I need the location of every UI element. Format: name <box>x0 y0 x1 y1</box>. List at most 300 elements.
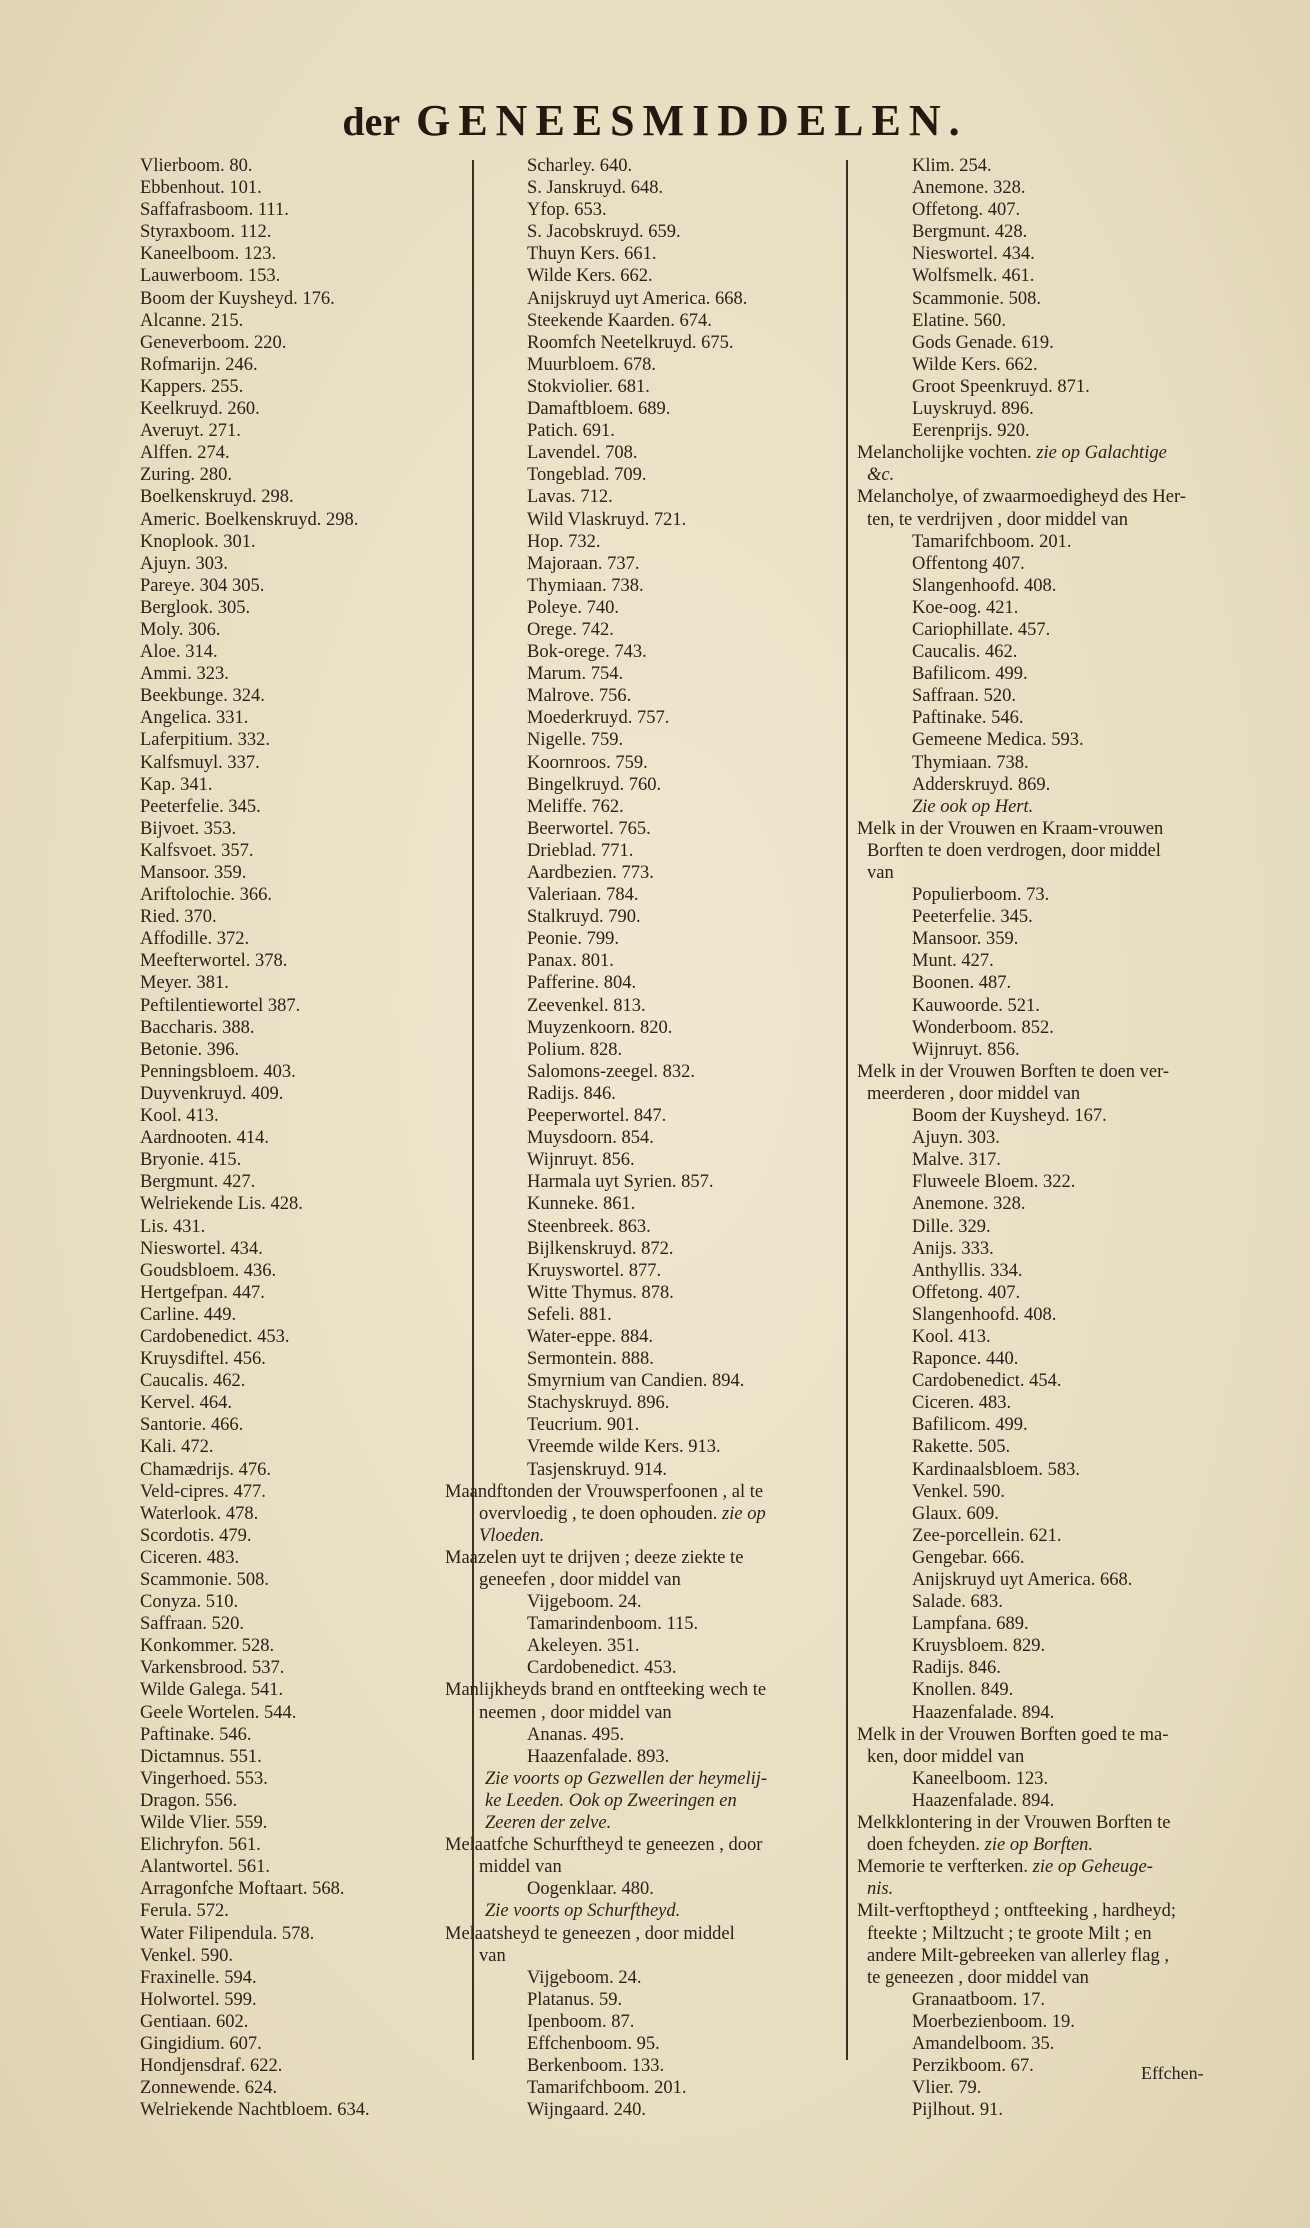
index-entry <box>857 1061 1232 1083</box>
index-entry-text: Ajuyn. 303. <box>912 1128 1000 1149</box>
index-entry <box>140 1613 445 1635</box>
index-entry-text: Nieswortel. 434. <box>912 244 1035 265</box>
index-entry-text: Maandftonden der Vrouwsperfoonen , al te <box>445 1481 764 1502</box>
index-entry <box>445 1238 857 1260</box>
index-entry <box>140 1260 445 1282</box>
index-entry-text: Bijvoet. 353. <box>140 818 237 839</box>
index-entry <box>857 597 1232 619</box>
index-entry-text: Platanus. 59. <box>527 1989 623 2010</box>
index-entry <box>140 1039 445 1061</box>
index-entry <box>445 486 857 508</box>
index-entry-text: van <box>867 863 894 883</box>
index-entry <box>445 840 857 862</box>
index-entry-text: Ipenboom. 87. <box>527 2011 635 2032</box>
index-entry-text: Teucrium. 901. <box>527 1415 640 1436</box>
index-entry <box>445 1149 857 1171</box>
index-entry <box>140 243 445 265</box>
index-entry <box>857 1326 1232 1348</box>
index-entry <box>857 641 1232 663</box>
index-entry-text: doen fcheyden. <box>867 1835 981 1856</box>
index-entry-text: Dragon. 556. <box>140 1790 238 1811</box>
index-entry <box>140 1856 445 1878</box>
index-entry-text: Melk in der Vrouwen Borften goed te ma- <box>857 1724 1169 1745</box>
index-entry <box>140 1282 445 1304</box>
index-entry-text: Milt-verftoptheyd ; ontfteeking , hardheyd; <box>857 1901 1177 1922</box>
index-entry <box>857 2011 1232 2033</box>
index-entry <box>857 1149 1232 1171</box>
index-entry <box>140 950 445 972</box>
index-entry <box>857 1414 1232 1436</box>
index-entry-text: Zie voorts op Schurftheyd. <box>485 1901 681 1922</box>
index-entry-text: Alantwortel. 561. <box>140 1857 270 1878</box>
index-entry <box>140 1790 445 1812</box>
index-entry <box>445 442 857 464</box>
index-entry <box>445 995 857 1017</box>
index-entry-text: Veld-cipres. 477. <box>140 1481 266 1502</box>
index-entry <box>857 906 1232 928</box>
index-entry-text: Scordotis. 479. <box>140 1525 252 1546</box>
index-column-3 <box>857 155 1232 2121</box>
cross-reference: zie op Geheuge- <box>1028 1857 1153 1878</box>
index-entry <box>445 288 857 310</box>
index-entry <box>857 442 1232 464</box>
index-entry-text: Sermontein. 888. <box>527 1349 654 1370</box>
index-entry-text: Radijs. 846. <box>527 1083 616 1104</box>
index-entry <box>857 1039 1232 1061</box>
index-entry-text: Beerwortel. 765. <box>527 818 651 839</box>
index-entry <box>857 199 1232 221</box>
index-entry-text: Vreemde wilde Kers. 913. <box>527 1437 721 1458</box>
index-entry <box>445 531 857 553</box>
index-entry <box>857 2099 1232 2121</box>
index-entry <box>445 155 857 177</box>
index-entry <box>857 243 1232 265</box>
index-entry-text: Bingelkruyd. 760. <box>527 774 662 795</box>
index-entry-text: Peeperwortel. 847. <box>527 1106 667 1127</box>
index-entry-text: Dille. 329. <box>912 1216 991 1237</box>
index-entry-text: Water-eppe. 884. <box>527 1326 654 1347</box>
index-entry <box>445 1459 857 1481</box>
index-entry-text: Affodille. 372. <box>140 929 250 950</box>
index-entry <box>140 685 445 707</box>
index-entry <box>140 2099 445 2121</box>
index-entry <box>857 265 1232 287</box>
index-entry <box>857 1967 1232 1989</box>
index-entry <box>140 1547 445 1569</box>
index-entry-text: Hondjensdraf. 622. <box>140 2056 283 2077</box>
index-entry <box>445 928 857 950</box>
index-column-1 <box>140 155 445 2121</box>
index-entry-text: Koe-oog. 421. <box>912 597 1019 618</box>
index-entry-text: Wilde Galega. 541. <box>140 1680 284 1701</box>
index-entry-text: Tamarifchboom. 201. <box>527 2078 687 2099</box>
index-entry-text: Kruysdiftel. 456. <box>140 1349 266 1370</box>
index-entry-text: Peonie. 799. <box>527 929 619 950</box>
index-entry <box>445 464 857 486</box>
index-entry <box>445 332 857 354</box>
index-entry <box>140 1679 445 1701</box>
index-entry <box>140 663 445 685</box>
index-entry <box>445 1657 857 1679</box>
index-entry-text: andere Milt-gebreeken van allerley flag , <box>867 1945 1170 1966</box>
index-entry <box>857 707 1232 729</box>
index-entry-text: Perzikboom. 67. <box>912 2056 1034 2077</box>
index-entry <box>445 619 857 641</box>
index-entry-text: Zonnewende. 624. <box>140 2078 278 2099</box>
index-entry-text: middel van <box>479 1857 562 1878</box>
index-entry-text: Stachyskruyd. 896. <box>527 1393 670 1414</box>
index-entry-text: Malve. 317. <box>912 1150 1001 1171</box>
index-entry-text: neemen , door middel van <box>479 1702 672 1723</box>
index-entry <box>140 995 445 1017</box>
index-entry <box>140 1834 445 1856</box>
index-entry-text: meerderen , door middel van <box>867 1083 1081 1104</box>
index-entry-text: S. Jacobskruyd. 659. <box>527 222 681 243</box>
index-entry-text: Varkensbrood. 537. <box>140 1658 285 1679</box>
index-entry-text: Raponce. 440. <box>912 1349 1019 1370</box>
index-entry-text: Anijskruyd uyt America. 668. <box>912 1570 1133 1590</box>
index-entry <box>445 1569 857 1591</box>
index-entry <box>140 1746 445 1768</box>
index-entry-text: Geele Wortelen. 544. <box>140 1702 297 1723</box>
index-entry <box>857 221 1232 243</box>
index-entry <box>857 1193 1232 1215</box>
index-entry-text: Valeriaan. 784. <box>527 885 639 906</box>
index-entry <box>445 1746 857 1768</box>
index-entry <box>445 707 857 729</box>
index-entry <box>140 177 445 199</box>
index-entry <box>445 1282 857 1304</box>
index-entry-text: Holwortel. 599. <box>140 1989 257 2010</box>
index-entry <box>857 663 1232 685</box>
index-entry-text: Melkklontering in der Vrouwen Borften te <box>857 1813 1171 1834</box>
index-entry <box>857 1900 1232 1922</box>
index-entry <box>445 729 857 751</box>
index-entry-text: Steenbreek. 863. <box>527 1216 651 1237</box>
index-entry-text: Melaatsheyd te geneezen , door middel <box>445 1923 735 1944</box>
index-entry-text: Angelica. 331. <box>140 708 249 729</box>
index-entry-text: Aardbezien. 773. <box>527 863 654 883</box>
index-entry <box>857 1282 1232 1304</box>
index-entry-text: Boonen. 487. <box>912 973 1012 994</box>
index-entry-text: Majoraan. 737. <box>527 553 640 574</box>
index-entry <box>140 1216 445 1238</box>
index-entry <box>140 1459 445 1481</box>
index-entry <box>140 729 445 751</box>
index-entry-text: Gentiaan. 602. <box>140 2011 249 2032</box>
index-entry-text: Peeterfelie. 345. <box>912 907 1033 928</box>
index-entry-text: nis. <box>867 1879 894 1900</box>
index-entry <box>857 1238 1232 1260</box>
index-entry-text: Styraxboom. 112. <box>140 222 272 243</box>
index-entry-text: Zee-porcellein. 621. <box>912 1525 1062 1546</box>
index-entry <box>140 1724 445 1746</box>
index-entry <box>857 1878 1232 1900</box>
index-entry <box>140 1348 445 1370</box>
index-entry <box>445 1171 857 1193</box>
index-entry-text: Rakette. 505. <box>912 1437 1011 1458</box>
index-entry <box>140 486 445 508</box>
index-entry-text: Akeleyen. 351. <box>527 1636 640 1657</box>
index-entry <box>140 1326 445 1348</box>
index-entry-text: Gemeene Medica. 593. <box>912 730 1084 751</box>
index-entry-text: Thymiaan. 738. <box>527 575 644 596</box>
index-entry-text: Poleye. 740. <box>527 597 619 618</box>
index-entry-text: Harmala uyt Syrien. 857. <box>527 1172 714 1193</box>
index-entry-text: Panax. 801. <box>527 951 614 972</box>
index-entry <box>140 1149 445 1171</box>
index-entry <box>857 310 1232 332</box>
index-entry-text: Boom der Kuysheyd. 176. <box>140 288 335 309</box>
index-entry <box>445 1768 857 1790</box>
index-entry <box>445 1392 857 1414</box>
index-entry <box>857 1481 1232 1503</box>
index-entry-text: Penningsbloem. 403. <box>140 1061 296 1082</box>
index-entry-text: Thuyn Kers. 661. <box>527 244 657 265</box>
index-entry-text: Slangenhoofd. 408. <box>912 1304 1057 1325</box>
index-entry <box>140 1193 445 1215</box>
index-entry-text: Tamarindenboom. 115. <box>527 1614 699 1635</box>
index-entry <box>445 818 857 840</box>
index-entry-text: Wilde Vlier. 559. <box>140 1813 268 1834</box>
index-entry <box>445 1525 857 1547</box>
index-entry <box>445 1326 857 1348</box>
index-entry-text: Kali. 472. <box>140 1437 214 1458</box>
index-entry-text: Kunneke. 861. <box>527 1194 636 1215</box>
index-entry <box>445 1216 857 1238</box>
index-entry <box>857 1834 1232 1856</box>
index-entry <box>140 265 445 287</box>
index-entry-text: Anijskruyd uyt America. 668. <box>527 288 748 309</box>
index-entry <box>140 1127 445 1149</box>
index-entry <box>140 1503 445 1525</box>
index-entry-text: Zie voorts op Gezwellen der heymelij- <box>485 1768 768 1789</box>
index-entry <box>857 818 1232 840</box>
index-entry-text: Waterlook. 478. <box>140 1503 259 1524</box>
index-entry <box>445 884 857 906</box>
index-entry-text: Glaux. 609. <box>912 1503 999 1524</box>
index-entry <box>857 575 1232 597</box>
index-entry <box>140 774 445 796</box>
index-entry <box>857 1856 1232 1878</box>
index-entry-text: Welriekende Lis. 428. <box>140 1194 303 1215</box>
index-entry <box>857 1436 1232 1458</box>
index-entry-text: Berglook. 305. <box>140 597 251 618</box>
index-entry <box>445 950 857 972</box>
index-entry-text: Populierboom. 73. <box>912 885 1050 906</box>
index-entry <box>857 1260 1232 1282</box>
index-entry-text: Berkenboom. 133. <box>527 2056 665 2077</box>
index-entry-text: Ferula. 572. <box>140 1901 229 1922</box>
index-entry-text: Klim. 254. <box>912 156 992 176</box>
index-entry-text: Melaatfche Schurftheyd te geneezen , door <box>445 1835 763 1856</box>
index-entry <box>857 155 1232 177</box>
index-entry <box>857 1989 1232 2011</box>
index-entry-text: Anemone. 328. <box>912 1194 1026 1215</box>
index-entry <box>140 155 445 177</box>
index-entry <box>445 1989 857 2011</box>
index-entry <box>445 1481 857 1503</box>
index-entry-text: &c. <box>867 465 895 486</box>
index-entry-text: Stalkruyd. 790. <box>527 907 641 928</box>
index-entry <box>445 376 857 398</box>
index-entry <box>140 221 445 243</box>
index-entry-text: Aloe. 314. <box>140 642 218 663</box>
title-prefix: der <box>342 99 401 144</box>
index-entry-text: Kalfsmuyl. 337. <box>140 752 260 773</box>
index-entry <box>140 906 445 928</box>
index-entry <box>857 354 1232 376</box>
index-entry <box>140 818 445 840</box>
index-entry-text: Smyrnium van Candien. 894. <box>527 1371 745 1392</box>
index-entry-text: Wijnruyt. 856. <box>912 1039 1020 1060</box>
index-entry <box>445 509 857 531</box>
index-entry-text: Thymiaan. 738. <box>912 752 1029 773</box>
index-entry-text: Munt. 427. <box>912 951 994 972</box>
index-entry-text: Americ. Boelkenskruyd. 298. <box>140 509 359 530</box>
index-entry <box>140 1436 445 1458</box>
index-entry <box>140 1635 445 1657</box>
index-entry-text: Elichryfon. 561. <box>140 1835 261 1856</box>
index-entry-text: Betonie. 396. <box>140 1039 240 1060</box>
index-entry <box>140 1945 445 1967</box>
index-entry <box>140 1591 445 1613</box>
index-entry-text: Wild Vlaskruyd. 721. <box>527 509 687 530</box>
index-entry-text: Yfop. 653. <box>527 200 607 221</box>
index-entry <box>445 1635 857 1657</box>
index-entry <box>445 1945 857 1967</box>
index-entry-text: Santorie. 466. <box>140 1415 244 1436</box>
index-entry <box>445 354 857 376</box>
index-entry <box>857 928 1232 950</box>
index-entry-text: Ried. 370. <box>140 907 217 928</box>
index-entry <box>445 2077 857 2099</box>
index-entry-text: Paftinake. 546. <box>912 708 1024 729</box>
index-entry <box>857 1945 1232 1967</box>
index-entry-text: Cariophillate. 457. <box>912 619 1051 640</box>
index-entry <box>857 685 1232 707</box>
index-entry-text: Radijs. 846. <box>912 1658 1001 1679</box>
index-entry-text: Scharley. 640. <box>527 156 633 176</box>
index-entry-text: Kardinaalsbloem. 583. <box>912 1459 1080 1480</box>
index-entry-text: Cardobenedict. 454. <box>912 1371 1062 1392</box>
index-entry <box>445 597 857 619</box>
index-entry-text: Kruyswortel. 877. <box>527 1260 662 1281</box>
index-entry <box>445 2099 857 2121</box>
index-entry-text: Kauwoorde. 521. <box>912 995 1040 1016</box>
index-entry <box>140 1878 445 1900</box>
index-entry-text: overvloedig , te doen ophouden. <box>479 1503 718 1524</box>
index-entry-text: Alffen. 274. <box>140 443 230 464</box>
index-entry-text: Orege. 742. <box>527 619 614 640</box>
index-entry-text: Saffafrasboom. 111. <box>140 200 289 221</box>
index-entry-text: Melancholye, of zwaarmoedigheyd des Her- <box>857 487 1186 508</box>
index-entry <box>857 1768 1232 1790</box>
index-entry <box>857 420 1232 442</box>
index-entry-text: Ciceren. 483. <box>140 1547 240 1568</box>
index-entry <box>445 1856 857 1878</box>
index-entry-text: Groot Speenkruyd. 871. <box>912 376 1090 397</box>
index-entry-text: Chamædrijs. 476. <box>140 1459 272 1480</box>
index-entry-text: Bergmunt. 427. <box>140 1172 256 1193</box>
index-entry <box>445 2033 857 2055</box>
index-entry-text: Carline. 449. <box>140 1304 237 1325</box>
index-entry <box>857 177 1232 199</box>
index-entry <box>445 199 857 221</box>
index-entry-text: Wijnruyt. 856. <box>527 1150 635 1171</box>
index-entry-text: Conyza. 510. <box>140 1592 239 1613</box>
index-entry-text: Venkel. 590. <box>140 1945 233 1966</box>
index-entry-text: Ariftolochie. 366. <box>140 885 273 906</box>
index-entry-text: Ananas. 495. <box>527 1724 625 1745</box>
index-entry <box>445 221 857 243</box>
index-entry <box>445 1790 857 1812</box>
index-entry <box>445 663 857 685</box>
index-entry <box>445 862 857 884</box>
index-entry <box>140 1900 445 1922</box>
index-entry <box>445 265 857 287</box>
index-entry-text: Hertgefpan. 447. <box>140 1282 265 1303</box>
index-entry <box>857 1105 1232 1127</box>
index-entry <box>140 1017 445 1039</box>
index-entry <box>140 332 445 354</box>
index-entry-text: Malrove. 756. <box>527 686 632 707</box>
index-entry <box>445 1436 857 1458</box>
index-entry <box>445 1812 857 1834</box>
index-entry <box>140 1812 445 1834</box>
index-entry-text: Meyer. 381. <box>140 973 229 994</box>
index-entry-text: Mansoor. 359. <box>912 929 1019 950</box>
index-entry <box>140 354 445 376</box>
index-entry-text: Amandelboom. 35. <box>912 2033 1055 2054</box>
index-entry <box>140 442 445 464</box>
index-entry <box>140 641 445 663</box>
index-entry <box>445 685 857 707</box>
index-entry <box>445 1193 857 1215</box>
index-entry-text: Meliffe. 762. <box>527 796 624 817</box>
index-entry <box>140 1989 445 2011</box>
index-entry <box>445 398 857 420</box>
index-entry <box>857 752 1232 774</box>
index-entry-text: Moly. 306. <box>140 619 221 640</box>
index-entry <box>445 1503 857 1525</box>
index-entry-text: Keelkruyd. 260. <box>140 399 260 420</box>
index-entry-text: Kruysbloem. 829. <box>912 1636 1046 1657</box>
index-entry <box>140 1171 445 1193</box>
index-entry <box>140 2033 445 2055</box>
index-entry <box>857 1017 1232 1039</box>
index-entry-text: Slangenhoofd. 408. <box>912 575 1057 596</box>
index-entry <box>140 1304 445 1326</box>
index-entry-text: Fraxinelle. 594. <box>140 1967 257 1988</box>
index-entry <box>445 1900 857 1922</box>
index-entry <box>445 1260 857 1282</box>
index-entry <box>140 619 445 641</box>
index-entry <box>140 376 445 398</box>
index-entry <box>445 972 857 994</box>
page-title <box>0 95 1310 146</box>
index-entry-text: Knoplook. 301. <box>140 531 256 552</box>
index-entry-text: Pijlhout. 91. <box>912 2100 1003 2121</box>
index-entry-text: Melk in der Vrouwen Borften te doen ver- <box>857 1061 1170 1082</box>
index-entry-text: Water Filipendula. 578. <box>140 1923 315 1944</box>
index-entry-text: Vijgeboom. 24. <box>527 1592 642 1613</box>
index-entry-text: Maazelen uyt te drijven ; deeze ziekte te <box>445 1547 744 1568</box>
index-entry <box>857 1790 1232 1812</box>
index-entry-text: Vingerhoed. 553. <box>140 1768 268 1789</box>
index-entry <box>445 1127 857 1149</box>
index-entry <box>445 1878 857 1900</box>
